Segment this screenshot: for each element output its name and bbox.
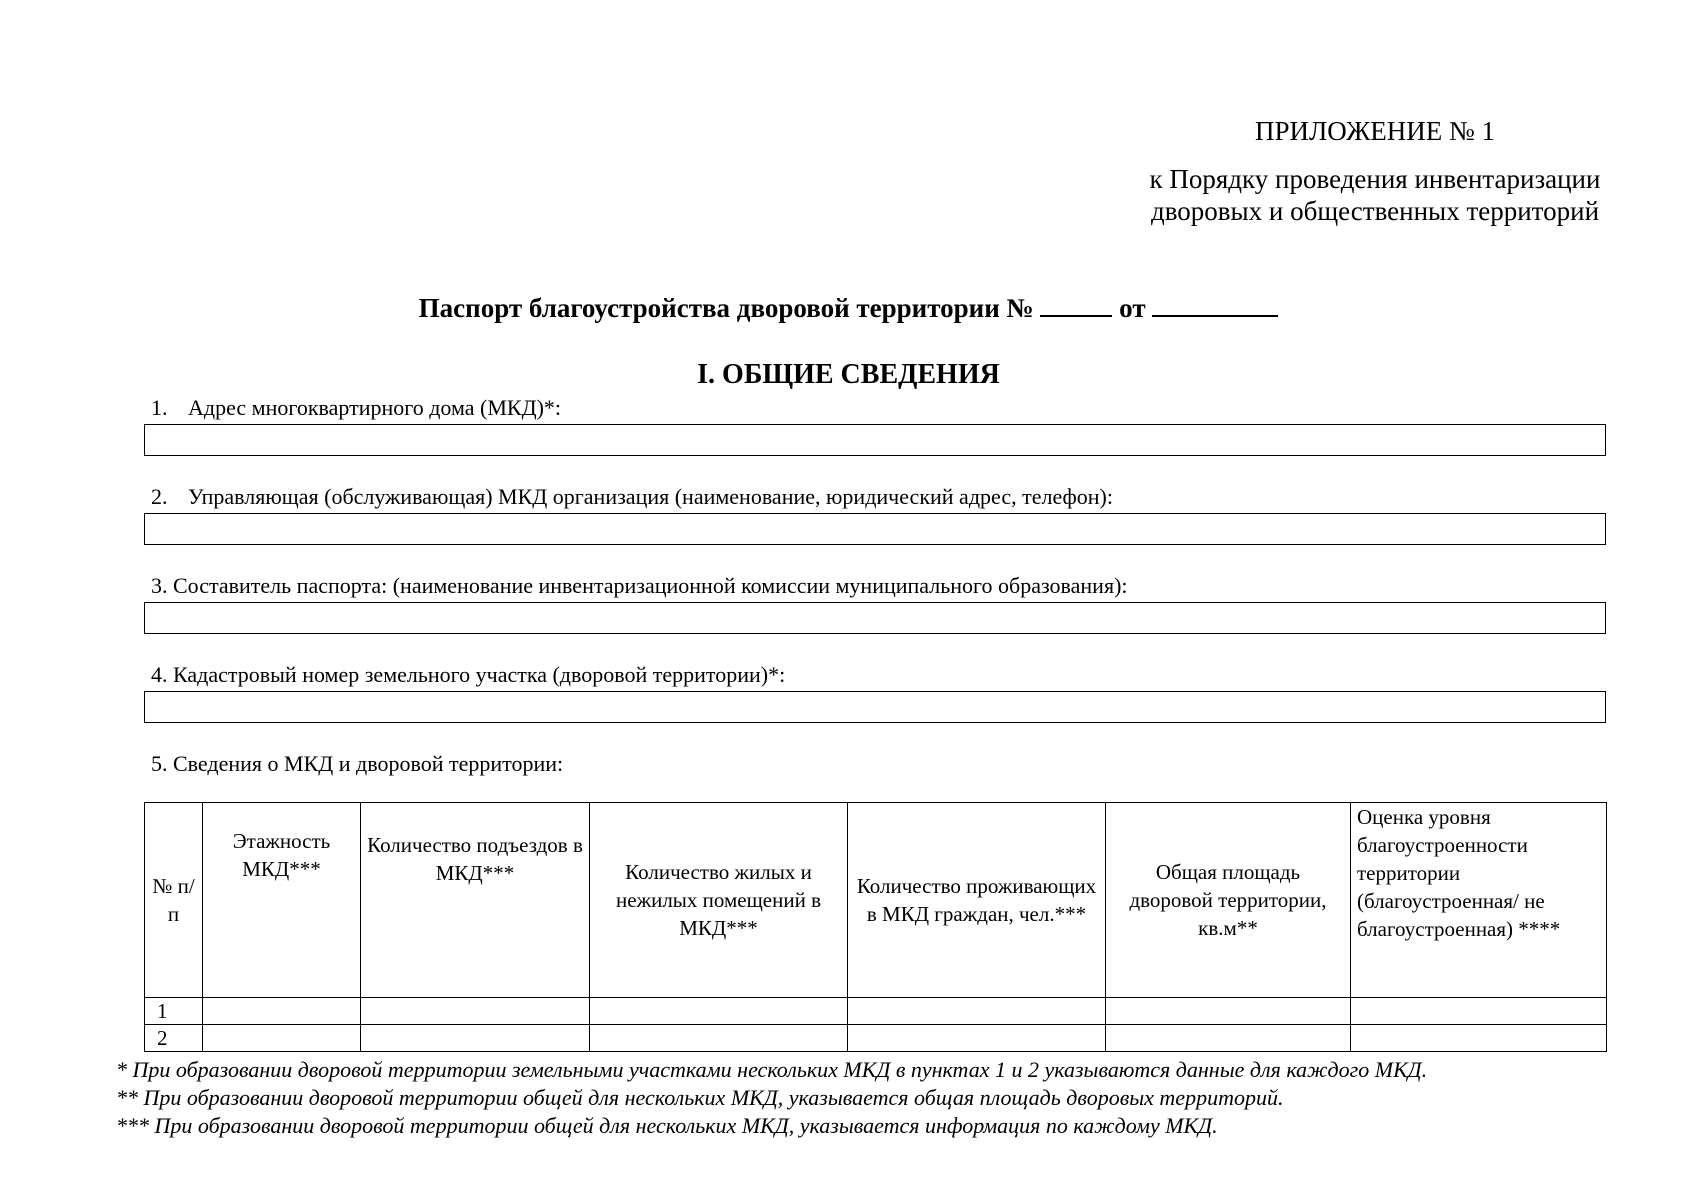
table-row <box>145 998 1607 1025</box>
management-company-field[interactable] <box>144 513 1606 545</box>
table-cell-number: 2 <box>145 1025 203 1052</box>
table-cell[interactable] <box>361 998 590 1025</box>
mkd-info-table <box>144 802 1607 1052</box>
table-cell[interactable] <box>203 1025 361 1052</box>
field-label-info <box>151 751 563 777</box>
table-cell[interactable] <box>1106 998 1351 1025</box>
field-text: Управляющая (обслуживающая) МКД организация (наименование, юридический адрес, телефон): <box>188 484 1113 509</box>
footnotes <box>116 1056 1427 1140</box>
passport-from-label: от <box>1119 293 1146 323</box>
field-number: 3. <box>151 573 168 598</box>
passport-title <box>0 293 1697 324</box>
field-text: Кадастровый номер земельного участка (дворовой территории)*: <box>173 662 786 687</box>
field-number: 1. <box>151 395 168 420</box>
table-cell[interactable] <box>848 1025 1106 1052</box>
field-number: 5. <box>151 751 168 776</box>
field-text: Адрес многоквартирного дома (МКД)*: <box>188 395 562 420</box>
field-label-compiler <box>151 573 1128 599</box>
field-label-management <box>151 484 1113 510</box>
footnote-2: ** При образовании дворовой территории общей для нескольких МКД, указывается общая площадь дворовых территорий. <box>116 1085 1284 1110</box>
field-label-address <box>151 395 561 421</box>
footnote-3: *** При образовании дворовой территории общей для нескольких МКД, указывается информация по каждому МКД. <box>116 1113 1218 1138</box>
appendix-title: ПРИЛОЖЕНИЕ № 1 <box>1254 116 1496 146</box>
header-assessment: Оценка уровня благоустроенности территории (благоустроенная/ не благоустроенная) **** <box>1351 803 1607 998</box>
field-number: 2. <box>151 484 168 509</box>
address-field[interactable] <box>144 424 1606 456</box>
table-cell-number: 1 <box>145 998 203 1025</box>
header-residents: Количество проживающих в МКД граждан, чел.*** <box>848 803 1106 998</box>
table-cell[interactable] <box>203 998 361 1025</box>
table-cell[interactable] <box>1351 1025 1607 1052</box>
appendix-subtitle-line-1: к Порядку проведения инвентаризации <box>1149 164 1601 194</box>
field-label-cadastral <box>151 662 785 688</box>
compiler-field[interactable] <box>144 602 1606 634</box>
header-floors: Этажность МКД*** <box>203 803 361 998</box>
header-area: Общая площадь дворовой территории, кв.м** <box>1106 803 1351 998</box>
field-text: Составитель паспорта: (наименование инвентаризационной комиссии муниципального образования): <box>173 573 1128 598</box>
table-cell[interactable] <box>1351 998 1607 1025</box>
table-cell[interactable] <box>590 998 848 1025</box>
table-header-row <box>145 803 1607 998</box>
header-entrances: Количество подъездов в МКД*** <box>361 803 590 998</box>
field-number: 4. <box>151 662 168 687</box>
table-cell[interactable] <box>361 1025 590 1052</box>
passport-number-blank <box>1040 293 1112 317</box>
field-text: Сведения о МКД и дворовой территории: <box>173 751 564 776</box>
table-cell[interactable] <box>1106 1025 1351 1052</box>
appendix-subtitle-line-2: дворовых и общественных территорий <box>1150 196 1600 226</box>
footnote-1: * При образовании дворовой территории земельными участками нескольких МКД в пунктах 1 и 2 указываются данные для каждого МКД. <box>116 1057 1428 1082</box>
cadastral-number-field[interactable] <box>144 691 1606 723</box>
header-premises: Количество жилых и нежилых помещений в МКД*** <box>590 803 848 998</box>
section-title: I. ОБЩИЕ СВЕДЕНИЯ <box>697 359 1000 390</box>
passport-title-text: Паспорт благоустройства дворовой территории № <box>418 293 1034 323</box>
header-number: № п/п <box>145 803 203 998</box>
passport-date-blank <box>1152 293 1278 317</box>
appendix-subtitle <box>1135 163 1615 227</box>
table-cell[interactable] <box>848 998 1106 1025</box>
table-cell[interactable] <box>590 1025 848 1052</box>
table-row <box>145 1025 1607 1052</box>
